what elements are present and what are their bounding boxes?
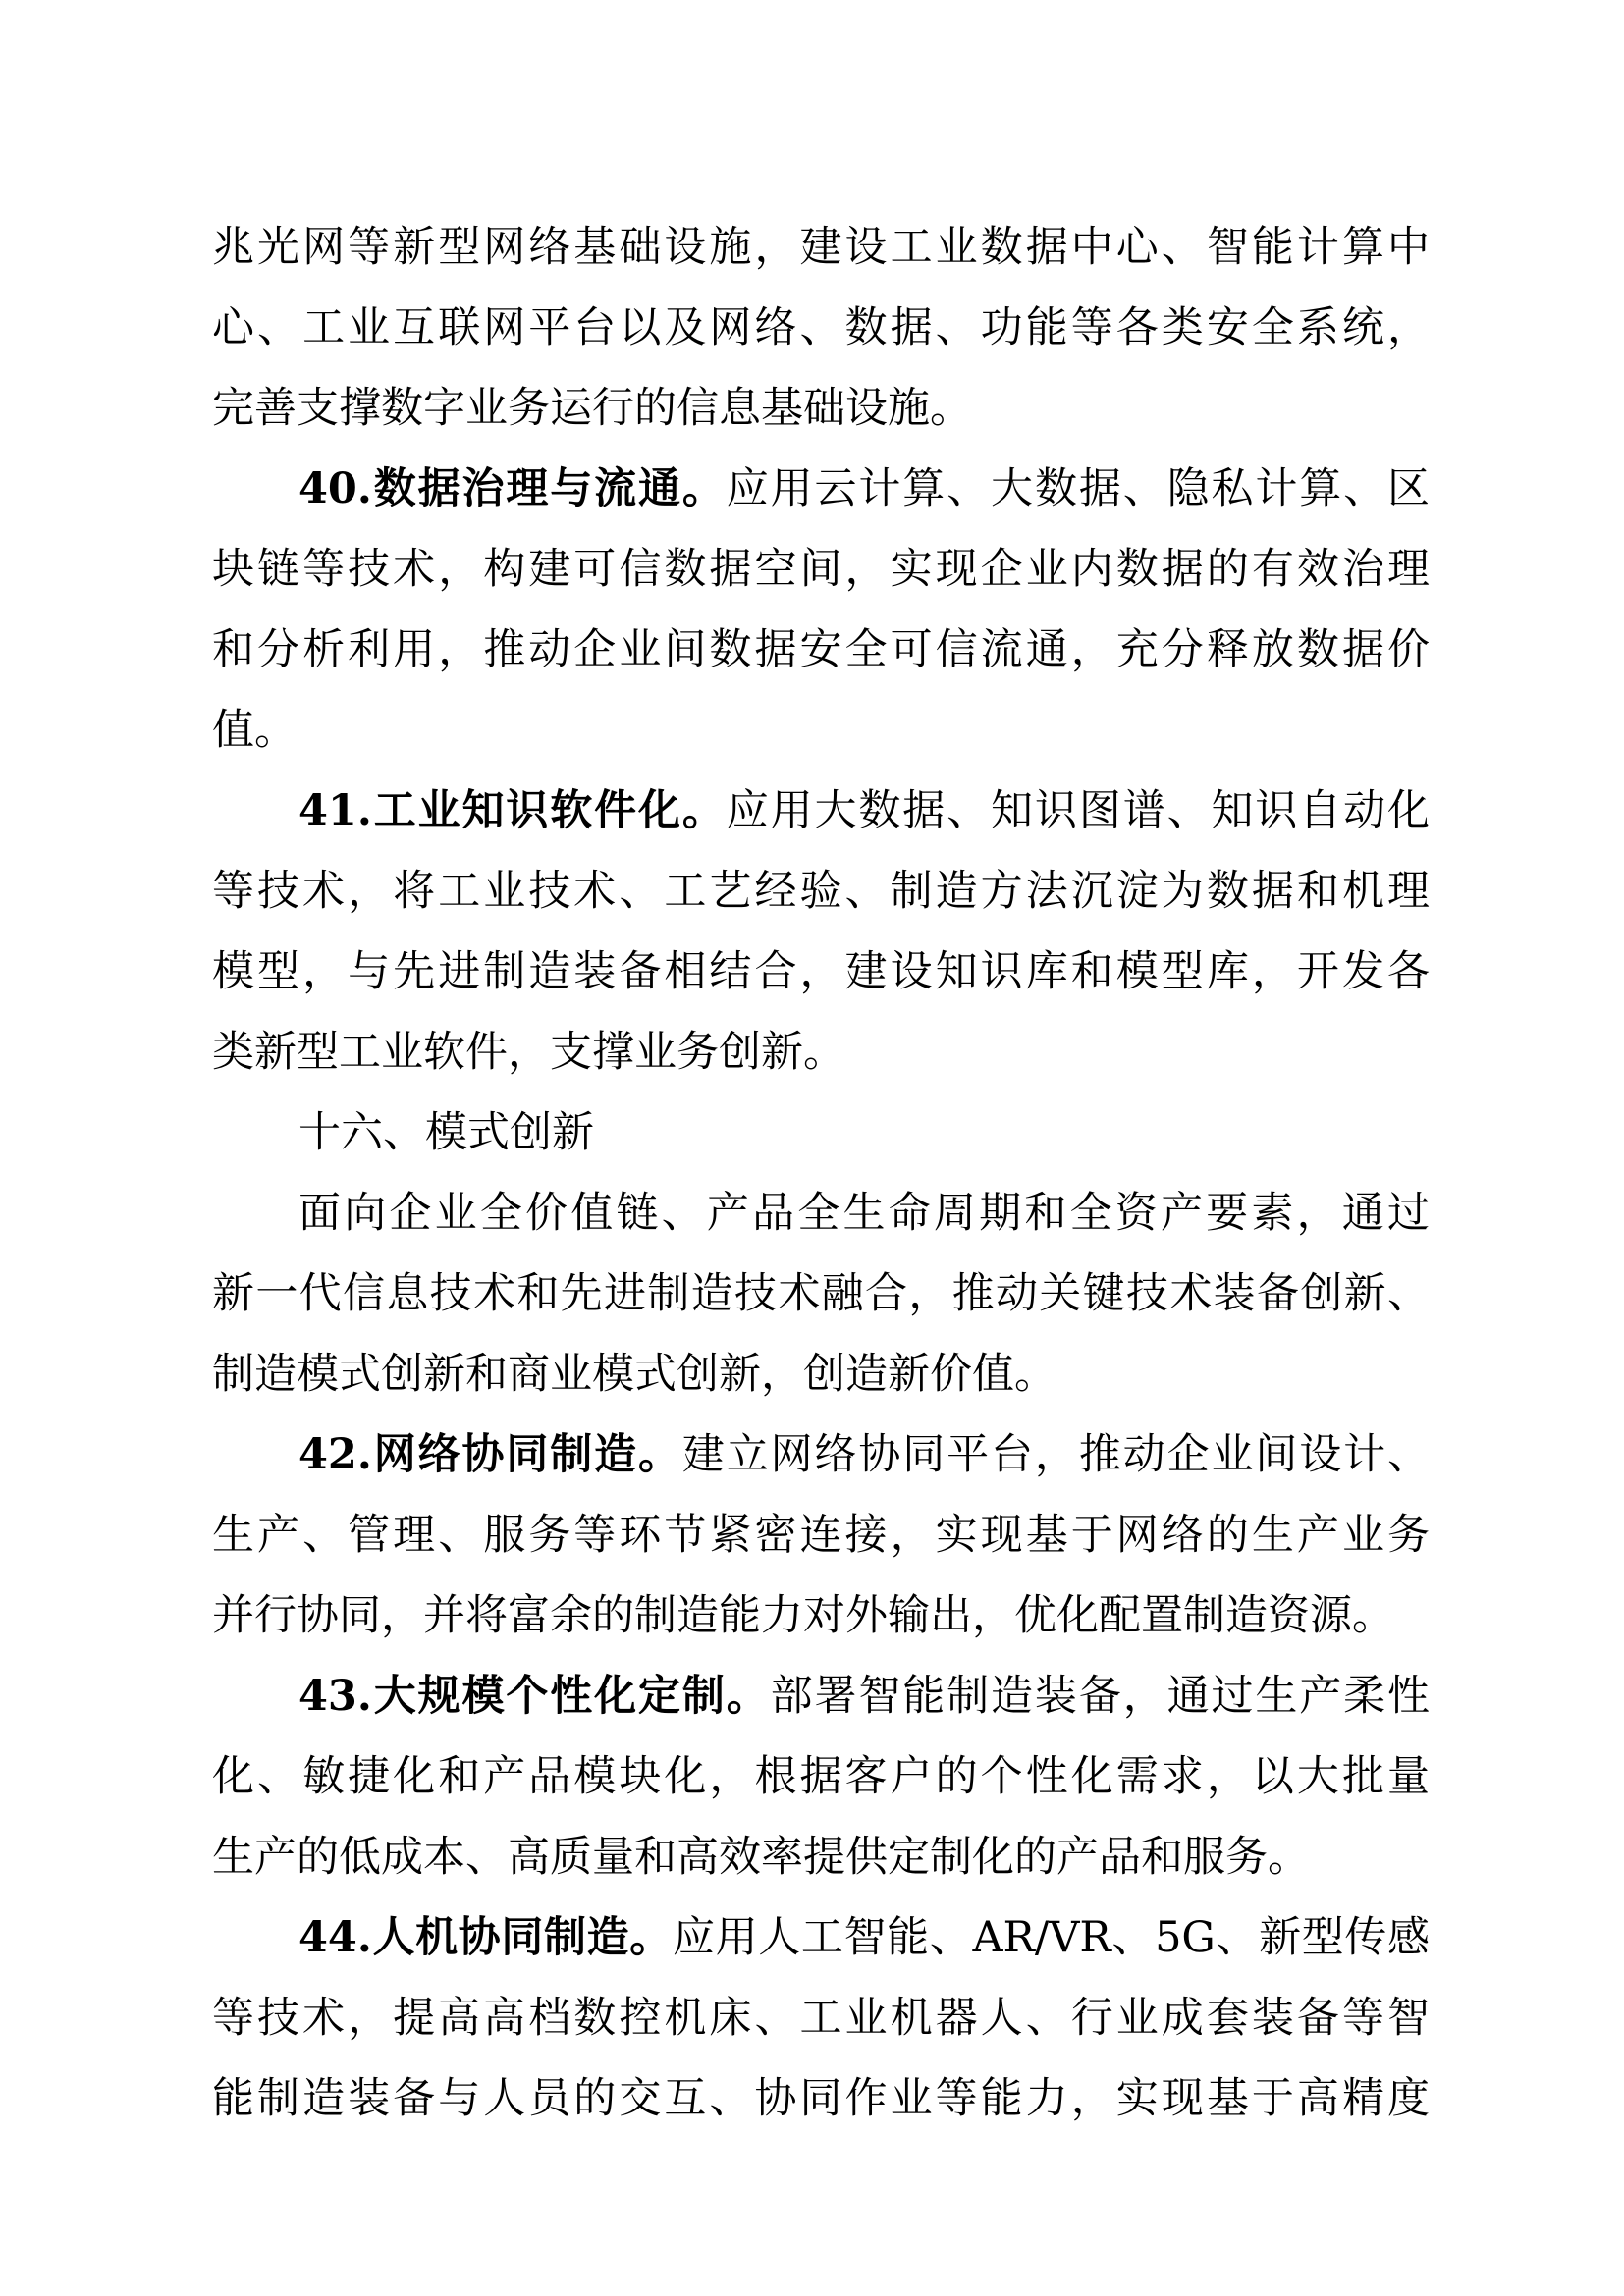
paragraph-line: 生产的低成本、高质量和高效率提供定制化的产品和服务。 (212, 1833, 1310, 1882)
paragraph-line: 能制造装备与人员的交互、协同作业等能力，实现基于高精度 (212, 2074, 1430, 2123)
paragraph-line: 块链等技术，构建可信数据空间，实现企业内数据的有效治理 (212, 545, 1430, 594)
item-41-line: 41.工业知识软件化。应用大数据、知识图谱、知识自动化 (298, 786, 1431, 835)
paragraph-line: 等技术，提高高档数控机床、工业机器人、行业成套装备等智 (212, 1994, 1430, 2043)
paragraph-line: 值。 (212, 706, 297, 755)
paragraph-line: 完善支撑数字业务运行的信息基础设施。 (212, 384, 972, 433)
item-43-title: 43.大规模个性化定制。 (298, 1672, 771, 1721)
paragraph-line: 模型，与先进制造装备相结合，建设知识库和模型库，开发各 (212, 947, 1430, 996)
item-43-line: 43.大规模个性化定制。部署智能制造装备，通过生产柔性 (298, 1672, 1430, 1721)
section-heading: 十六、模式创新 (298, 1108, 594, 1157)
item-44-line: 44.人机协同制造。应用人工智能、AR/VR、5G、新型传感 (298, 1913, 1430, 1962)
paragraph-line: 心、工业互联网平台以及网络、数据、功能等各类安全系统， (212, 303, 1430, 352)
item-42-title: 42.网络协同制造。 (298, 1430, 682, 1479)
item-40-line: 40.数据治理与流通。应用云计算、大数据、隐私计算、区 (298, 464, 1431, 513)
item-42-line: 42.网络协同制造。建立网络协同平台，推动企业间设计、 (298, 1430, 1430, 1479)
paragraph-line: 新一代信息技术和先进制造技术融合，推动关键技术装备创新、 (212, 1269, 1430, 1318)
paragraph-line: 和分析利用，推动企业间数据安全可信流通，充分释放数据价 (212, 625, 1430, 674)
paragraph-line: 面向企业全价值链、产品全生命周期和全资产要素，通过 (298, 1189, 1430, 1238)
paragraph-line: 类新型工业软件，支撑业务创新。 (212, 1028, 845, 1077)
paragraph-line: 制造模式创新和商业模式创新，创造新价值。 (212, 1350, 1056, 1399)
item-41-title: 41.工业知识软件化。 (298, 786, 727, 835)
paragraph-line: 生产、管理、服务等环节紧密连接，实现基于网络的生产业务 (212, 1511, 1430, 1560)
paragraph-line: 并行协同，并将富余的制造能力对外输出，优化配置制造资源。 (212, 1591, 1394, 1640)
paragraph-line: 兆光网等新型网络基础设施，建设工业数据中心、智能计算中 (212, 223, 1430, 272)
item-44-title: 44.人机协同制造。 (298, 1913, 673, 1962)
item-40-title: 40.数据治理与流通。 (298, 464, 727, 513)
paragraph-line: 等技术，将工业技术、工艺经验、制造方法沉淀为数据和机理 (212, 867, 1430, 916)
paragraph-line: 化、敏捷化和产品模块化，根据客户的个性化需求，以大批量 (212, 1752, 1430, 1801)
